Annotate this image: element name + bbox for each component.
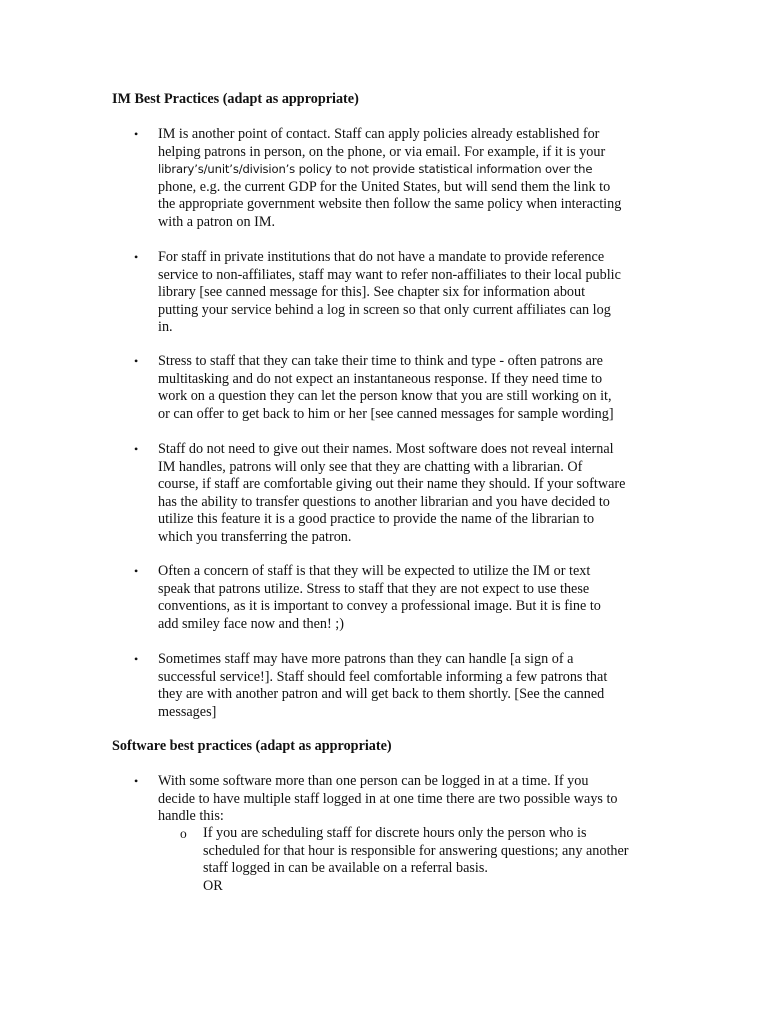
software-sub-bullet-item: [158, 825, 668, 895]
text-line: For staff in private institutions that do not have a mandate to provide reference: [158, 249, 605, 265]
im-bullet-item: [112, 563, 660, 633]
im-bullet-item: [112, 249, 660, 337]
text-line: putting your service behind a log in screen so that only current affiliates can log: [158, 301, 611, 318]
text-line: with a patron on IM.: [158, 213, 276, 230]
text-line: Staff do not need to give out their names. Most software does not reveal internal: [158, 441, 614, 457]
text-line: OR: [203, 877, 223, 894]
text-line: the appropriate government website then follow the same policy when interacting: [158, 196, 622, 213]
text-line: helping patrons in person, on the phone, or via email. For example, if it is your: [158, 143, 606, 160]
bullet-marker: •: [134, 652, 139, 666]
text-line: work on a question they can let the person know that you are still working on it,: [158, 388, 612, 405]
im-bullet-item: [112, 353, 660, 423]
text-line: in.: [158, 319, 173, 336]
text-line: messages]: [158, 703, 217, 720]
text-line: scheduled for that hour is responsible for answering questions; any another: [203, 842, 629, 859]
text-line: library’s/unit’s/division’s policy to not provide statistical information over the: [158, 162, 593, 177]
bullet-marker: •: [134, 250, 139, 264]
text-line: speak that patrons utilize. Stress to staff that they are not expect to use these: [158, 580, 590, 597]
text-line: library [see canned message for this]. See chapter six for information about: [158, 284, 586, 301]
software-best-practices-heading: Software best practices (adapt as appropriate): [112, 738, 392, 754]
sub-bullet-marker: o: [180, 826, 187, 841]
text-line: If you are scheduling staff for discrete hours only the person who is: [203, 825, 587, 841]
im-best-practices-heading: IM Best Practices (adapt as appropriate): [112, 91, 359, 107]
text-line: Often a concern of staff is that they will be expected to utilize the IM or text: [158, 563, 591, 579]
text-line: IM handles, patrons will only see that they are chatting with a librarian. Of: [158, 458, 583, 475]
text-line: Stress to staff that they can take their time to think and type - often patrons are: [158, 353, 603, 369]
text-line: add smiley face now and then! ;): [158, 615, 344, 632]
text-line: handle this:: [158, 808, 224, 825]
text-line: has the ability to transfer questions to another librarian and you have decided to: [158, 493, 610, 510]
text-line: successful service!]. Staff should feel comfortable informing a few patrons that: [158, 668, 608, 685]
text-line: IM is another point of contact. Staff can apply policies already established for: [158, 126, 600, 142]
text-line: course, if staff are comfortable giving out their name they should. If your software: [158, 476, 626, 493]
text-line: service to non-affiliates, staff may want to refer non-affiliates to their local public: [158, 266, 621, 283]
text-line: decide to have multiple staff logged in at one time there are two possible ways to: [158, 790, 618, 807]
text-line: multitasking and do not expect an instantaneous response. If they need time to: [158, 370, 603, 387]
text-line: conventions, as it is important to convey a professional image. But it is fine to: [158, 598, 601, 615]
text-line: Sometimes staff may have more patrons than they can handle [a sign of a: [158, 651, 574, 667]
im-bullet-item: [112, 651, 660, 721]
text-line: With some software more than one person can be logged in at a time. If you: [158, 773, 589, 789]
im-bullet-item: [112, 441, 660, 547]
software-bullet-item: [112, 773, 660, 826]
bullet-marker: •: [134, 564, 139, 578]
bullet-marker: •: [134, 354, 139, 368]
im-bullet-item: [112, 126, 660, 232]
text-line: they are with another patron and will get back to them shortly. [See the canned: [158, 686, 605, 703]
text-line: staff logged in can be available on a referral basis.: [203, 860, 488, 877]
bullet-marker: •: [134, 127, 139, 141]
text-line: utilize this feature it is a good practice to provide the name of the librarian to: [158, 511, 595, 528]
text-line: or can offer to get back to him or her [see canned messages for sample wording]: [158, 405, 614, 422]
bullet-marker: •: [134, 442, 139, 456]
text-line: phone, e.g. the current GDP for the United States, but will send them the link to: [158, 178, 611, 195]
bullet-marker: •: [134, 774, 139, 788]
text-line: which you transferring the patron.: [158, 528, 352, 545]
